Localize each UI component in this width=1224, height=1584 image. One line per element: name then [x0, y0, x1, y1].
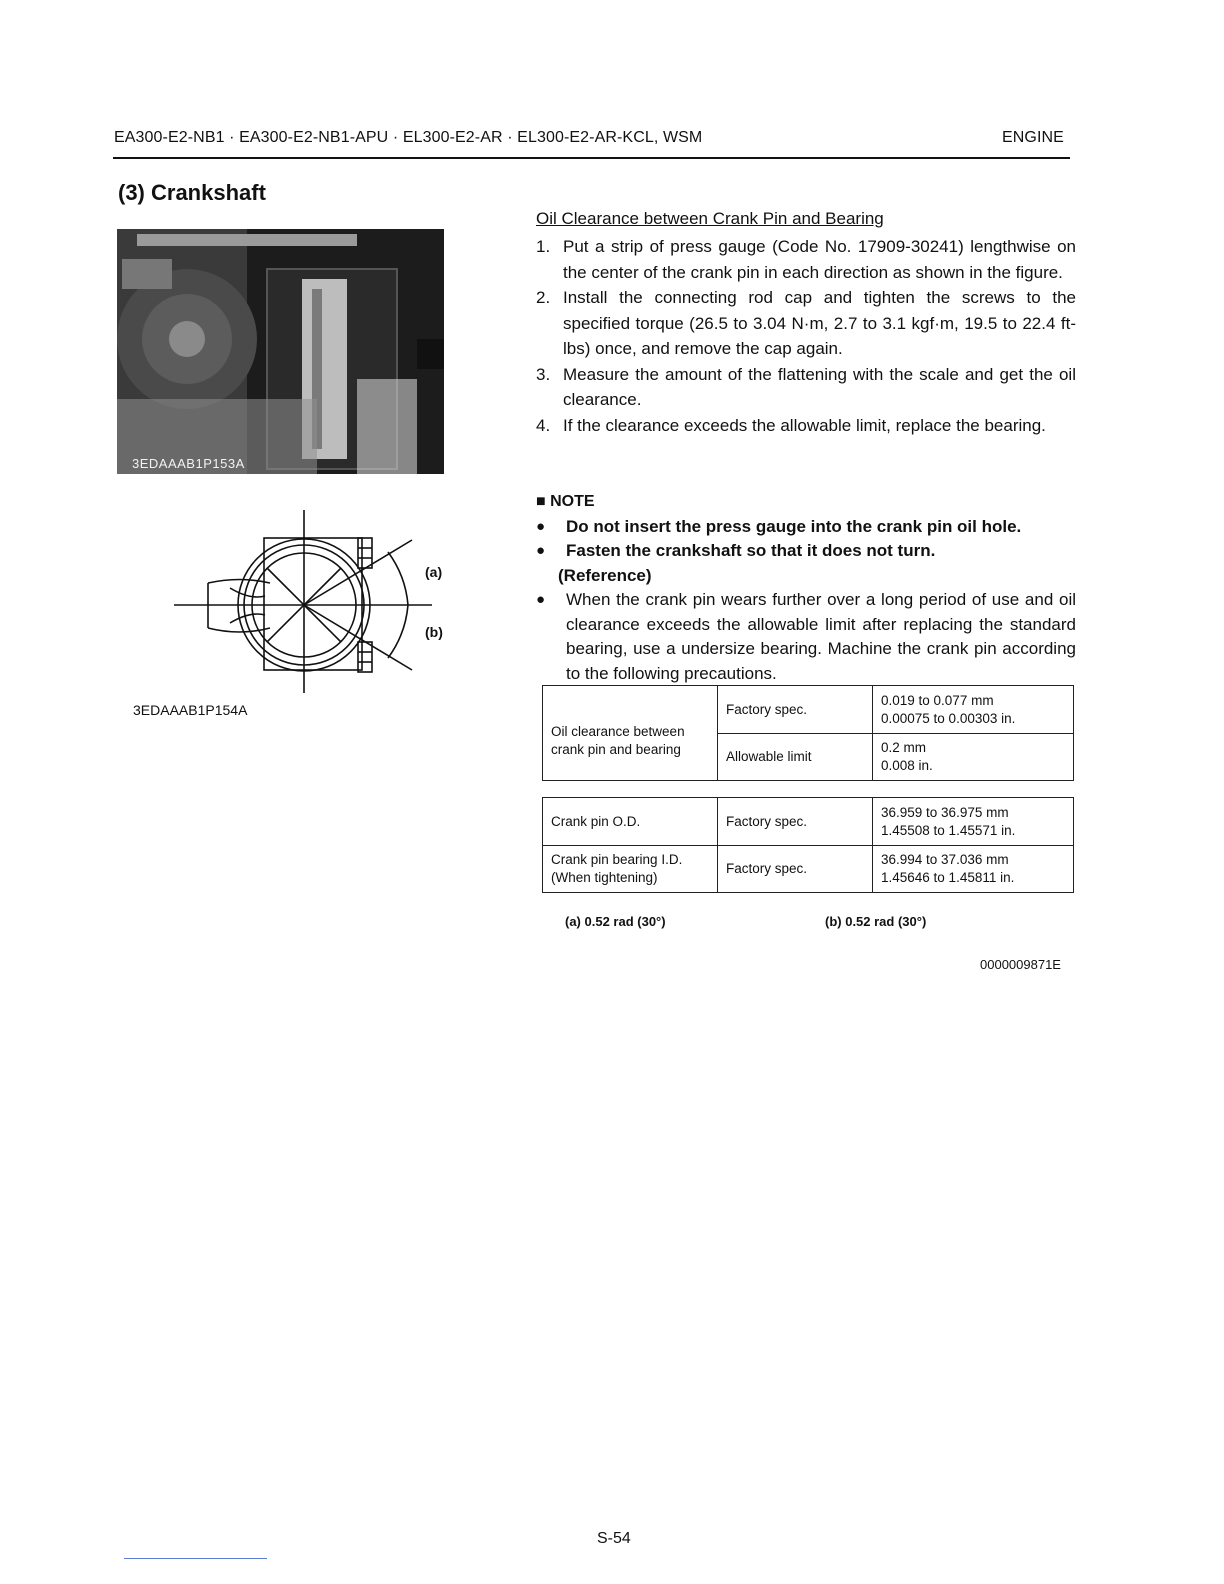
step-4 [536, 413, 1076, 439]
table-cell-value [873, 846, 1074, 893]
table-cell-spec: Factory spec. [718, 798, 873, 846]
section-title: (3) Crankshaft [118, 180, 266, 205]
reference-label: (Reference) [558, 565, 652, 585]
value-metric: 0.019 to 0.077 mm [881, 692, 994, 708]
step-1 [536, 234, 1076, 285]
step-text: If the clearance exceeds the allowable limit, replace the bearing. [563, 415, 1046, 435]
table-cell-value [873, 798, 1074, 846]
step-number: 2. [536, 288, 551, 307]
note-text: Fasten the crankshaft so that it does not turn. [566, 541, 936, 560]
table-row [543, 846, 1074, 893]
note-heading: ■ NOTE [536, 493, 595, 510]
step-number: 1. [536, 237, 551, 256]
table-row [543, 686, 1074, 734]
table-cell-item: Oil clearance between crank pin and bearing [543, 686, 718, 781]
value-imperial: 1.45646 to 1.45811 in. [881, 870, 1015, 885]
angle-label-b: (b) [425, 624, 443, 640]
item-line: Crank pin O.D. [551, 813, 641, 829]
note-item [536, 515, 1076, 540]
table-cell-value [873, 734, 1074, 781]
step-2 [536, 285, 1076, 362]
note-block [536, 490, 1076, 686]
reference-item [536, 588, 1076, 686]
connecting-rod-diagram [170, 508, 460, 698]
value-metric: 0.2 mm [881, 740, 927, 755]
step-number: 3. [536, 364, 551, 384]
reference-text: When the crank pin wears further over a long period of use and oil clearance exceeds the allowable limit after replacing the standard bearing, use a undersize bearing. Machine the crank pin according to the following precautions. [566, 590, 1076, 683]
bullet-icon: ● [536, 591, 546, 608]
bullet-icon: ● [536, 542, 546, 559]
table-cell-spec: Factory spec. [718, 686, 873, 734]
photo-label: 3EDAAAB1P153A [132, 456, 245, 471]
procedure-steps [536, 234, 1076, 438]
footer-line [124, 1558, 267, 1559]
step-text: Install the connecting rod cap and tighten the screws to the specified torque (26.5 to 3.04 N·m, 2.7 to 3.1 kgf·m, 19.5 to 22.4 ft-lbs) once, and remove the cap again. [563, 288, 1076, 358]
step-3 [536, 362, 1076, 413]
value-imperial: 0.00075 to 0.00303 in. [881, 710, 1016, 726]
document-id: 0000009871E [980, 957, 1061, 972]
note-text: Do not insert the press gauge into the crank pin oil hole. [566, 516, 1022, 536]
table-cell-spec: Factory spec. [718, 846, 873, 893]
page-number: S-54 [597, 1530, 631, 1547]
angle-label-a: (a) [425, 564, 443, 580]
header-rule [113, 157, 1070, 159]
header-section: ENGINE [1002, 129, 1064, 146]
angle-legend-a: (a) 0.52 rad (30°) [565, 914, 666, 929]
table-cell-spec: Allowable limit [718, 734, 873, 781]
value-metric: 36.959 to 36.975 mm [881, 804, 1009, 820]
step-number: 4. [536, 415, 551, 435]
item-line: Crank pin bearing I.D. [551, 852, 683, 867]
table-cell-item [543, 798, 718, 846]
value-metric: 36.994 to 37.036 mm [881, 852, 1009, 867]
item-line: (When tightening) [551, 870, 658, 885]
value-imperial: 1.45508 to 1.45571 in. [881, 822, 1016, 838]
angle-legend-b: (b) 0.52 rad (30°) [825, 914, 927, 929]
note-item [536, 539, 1076, 564]
crankshaft-photo [117, 229, 444, 474]
step-text: Measure the amount of the flattening with the scale and get the oil clearance. [563, 364, 1076, 409]
procedure-title: Oil Clearance between Crank Pin and Bearing [536, 209, 884, 228]
step-text: Put a strip of press gauge (Code No. 17909-30241) lengthwise on the center of the crank pin in each direction as shown in the figure. [563, 237, 1076, 282]
bullet-icon: ● [536, 517, 546, 535]
diagram-caption: 3EDAAAB1P154A [133, 702, 248, 718]
table-cell-value [873, 686, 1074, 734]
oil-clearance-spec-table [542, 685, 1074, 781]
crank-pin-spec-table [542, 797, 1074, 893]
table-cell-item [543, 846, 718, 893]
value-imperial: 0.008 in. [881, 758, 933, 773]
table-row [543, 798, 1074, 846]
header-models: EA300-E2-NB1 · EA300-E2-NB1-APU · EL300-E2-AR · EL300-E2-AR-KCL, WSM [114, 129, 703, 146]
